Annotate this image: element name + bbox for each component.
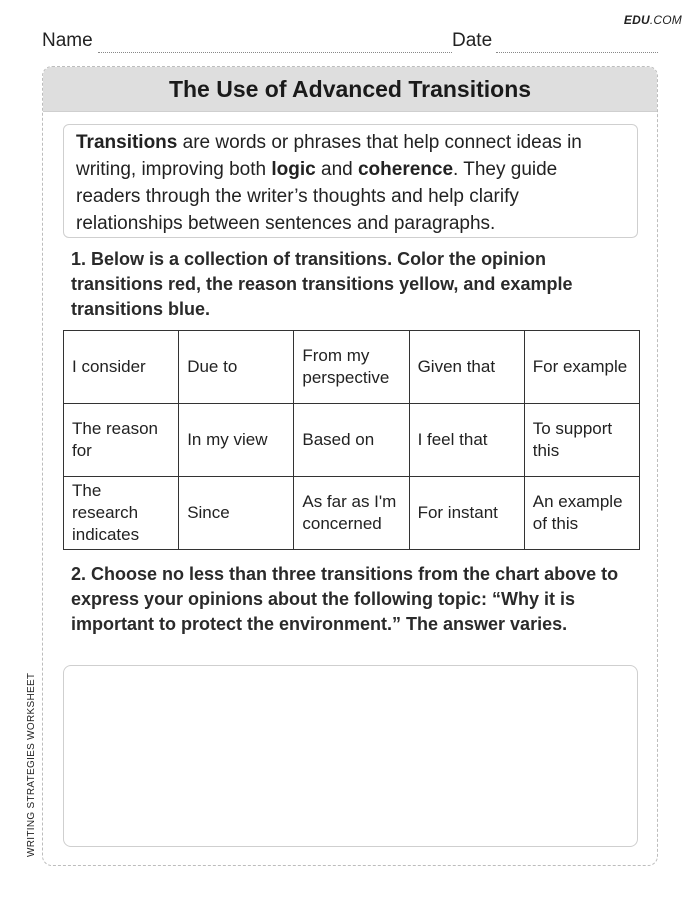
name-date-header [42, 30, 658, 54]
table-cell[interactable]: In my view [179, 404, 294, 477]
brand-logo: EDU.COM [623, 13, 682, 27]
intro-term: Transitions [76, 132, 178, 153]
answer-box[interactable] [63, 665, 638, 847]
table-cell[interactable]: Given that [409, 331, 524, 404]
table-cell[interactable]: I feel that [409, 404, 524, 477]
intro-box: Transitions are words or phrases that help connect ideas in writing, improving both logic and coherence. They guide readers through the writer’s thoughts and help clarify relationships between sentences and paragraphs. [63, 124, 638, 238]
name-line[interactable] [98, 52, 452, 53]
worksheet-title: The Use of Advanced Transitions [43, 67, 657, 112]
table-cell[interactable]: Due to [179, 331, 294, 404]
worksheet-card [42, 66, 658, 866]
date-line[interactable] [496, 52, 658, 53]
transitions-table [63, 330, 640, 550]
date-label: Date [452, 30, 493, 51]
table-cell[interactable]: For instant [409, 477, 524, 550]
name-label: Name [42, 30, 93, 51]
question-2: 2. Choose no less than three transitions from the chart above to express your opinions about the following topic: “Why it is important to protect the environment.” The answer varies. [71, 564, 619, 634]
worksheet-category-label: WRITING STRATEGIES WORKSHEET [26, 672, 37, 857]
table-cell[interactable]: The research indicates [64, 477, 179, 550]
question-1: 1. Below is a collection of transitions. Color the opinion transitions red, the reason transitions yellow, and example transitions blue. [71, 249, 573, 319]
table-row [64, 477, 640, 550]
table-cell[interactable]: For example [524, 331, 639, 404]
table-cell[interactable]: The reason for [64, 404, 179, 477]
table-cell[interactable]: I consider [64, 331, 179, 404]
table-row [64, 404, 640, 477]
table-cell[interactable]: Based on [294, 404, 409, 477]
table-cell[interactable]: Since [179, 477, 294, 550]
table-cell[interactable]: An example of this [524, 477, 639, 550]
table-cell[interactable]: As far as I'm concerned [294, 477, 409, 550]
table-row [64, 331, 640, 404]
table-cell[interactable]: To support this [524, 404, 639, 477]
table-cell[interactable]: From my perspective [294, 331, 409, 404]
